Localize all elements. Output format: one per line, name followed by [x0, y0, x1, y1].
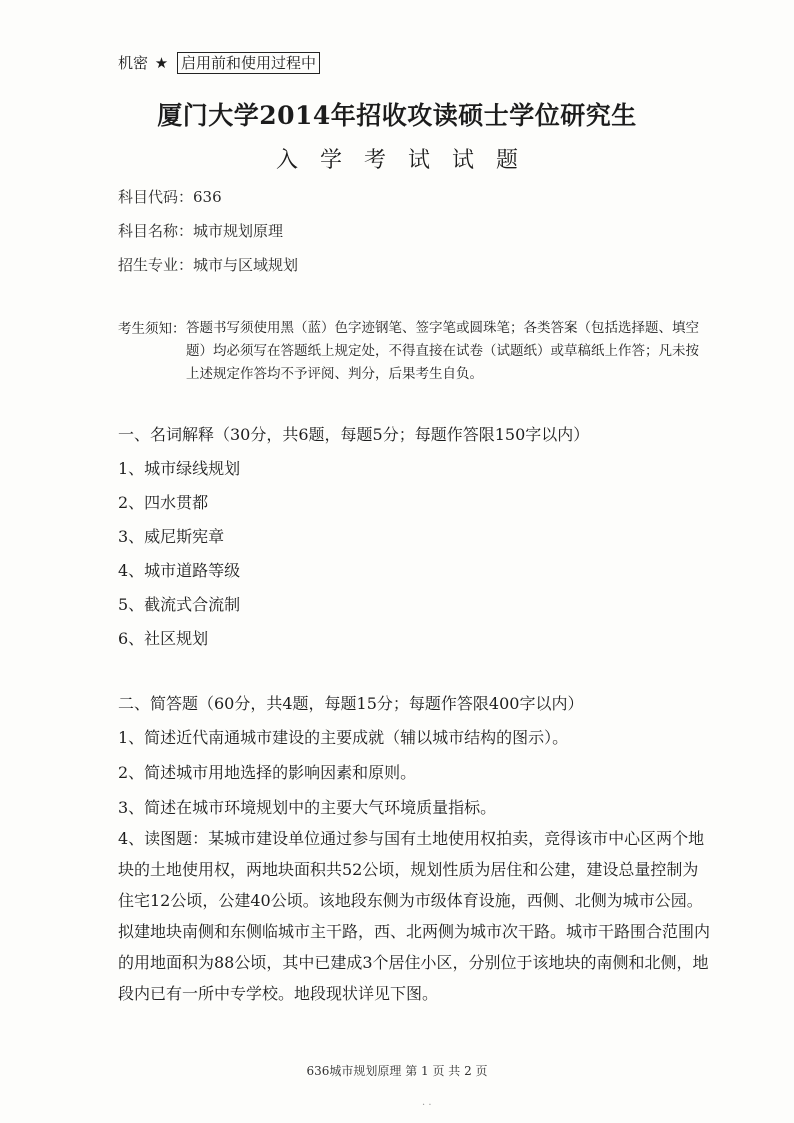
star-icon: ★ — [154, 54, 169, 72]
exam-title: 厦门大学2014年招收攻读硕士学位研究生 — [157, 101, 637, 130]
list-item: 3、威尼斯宪章 — [118, 527, 225, 546]
question-4-paragraph: 4、读图题：某城市建设单位通过参与国有土地使用权拍卖，竞得该市中心区两个地块的土地使用权，两地块面积共52公顷，规划性质为居住和公建，建设总量控制为住宅12公顷，公建40公顷。该地段东侧为市级体育设施，西侧、北侧为城市公园。拟建地块南侧和东侧临城市主干路，西、北两侧为城市次干路。城市干路围合范围内的用地面积为88公顷，其中已建成3个居住小区，分别位于该地块的南侧和北侧，地段内已有一所中专学校。地段现状详见下图。 — [118, 829, 711, 1003]
list-item: 1、城市绿线规划 — [118, 459, 241, 478]
section-1-heading: 一、名词解释（30分，共6题，每题5分；每题作答限150字以内） — [118, 425, 590, 444]
secret-label: 机密 — [118, 54, 149, 72]
notice-label: 考生须知： — [118, 321, 186, 337]
list-item: 4、城市道路等级 — [118, 561, 241, 580]
list-item: 2、四水贯都 — [118, 493, 209, 512]
notice-text: 答题书写须使用黑（蓝）色字迹钢笔、签字笔或圆珠笔；各类答案（包括选择题、填空题）均必须写在答题纸上规定处，不得直接在试卷（试题纸）或草稿纸上作答；凡未按上述规定作答均不予评阅、判分，后果考生自负。 — [186, 320, 699, 382]
section-2-heading: 二、简答题（60分，共4题，每题15分；每题作答限400字以内） — [118, 694, 584, 713]
exam-subtitle: 入学考试试题 — [275, 148, 540, 173]
list-item: 6、社区规划 — [118, 629, 209, 648]
enrollment-major: 招生专业：城市与区域规划 — [118, 256, 299, 274]
page-footer: 636城市规划原理 第 1 页 共 2 页 — [306, 1064, 488, 1078]
secret-box-label: 启用前和使用过程中 — [177, 52, 320, 74]
list-item: 2、简述城市用地选择的影响因素和原则。 — [118, 763, 417, 782]
subject-name: 科目名称：城市规划原理 — [118, 222, 284, 240]
footer-dots: · · — [422, 1100, 432, 1111]
list-item: 5、截流式合流制 — [118, 595, 241, 614]
confidential-marking — [118, 52, 320, 73]
list-item: 3、简述在城市环境规划中的主要大气环境质量指标。 — [118, 798, 497, 817]
subject-code: 科目代码：636 — [118, 188, 222, 206]
list-item: 1、简述近代南通城市建设的主要成就（辅以城市结构的图示）。 — [118, 728, 569, 747]
